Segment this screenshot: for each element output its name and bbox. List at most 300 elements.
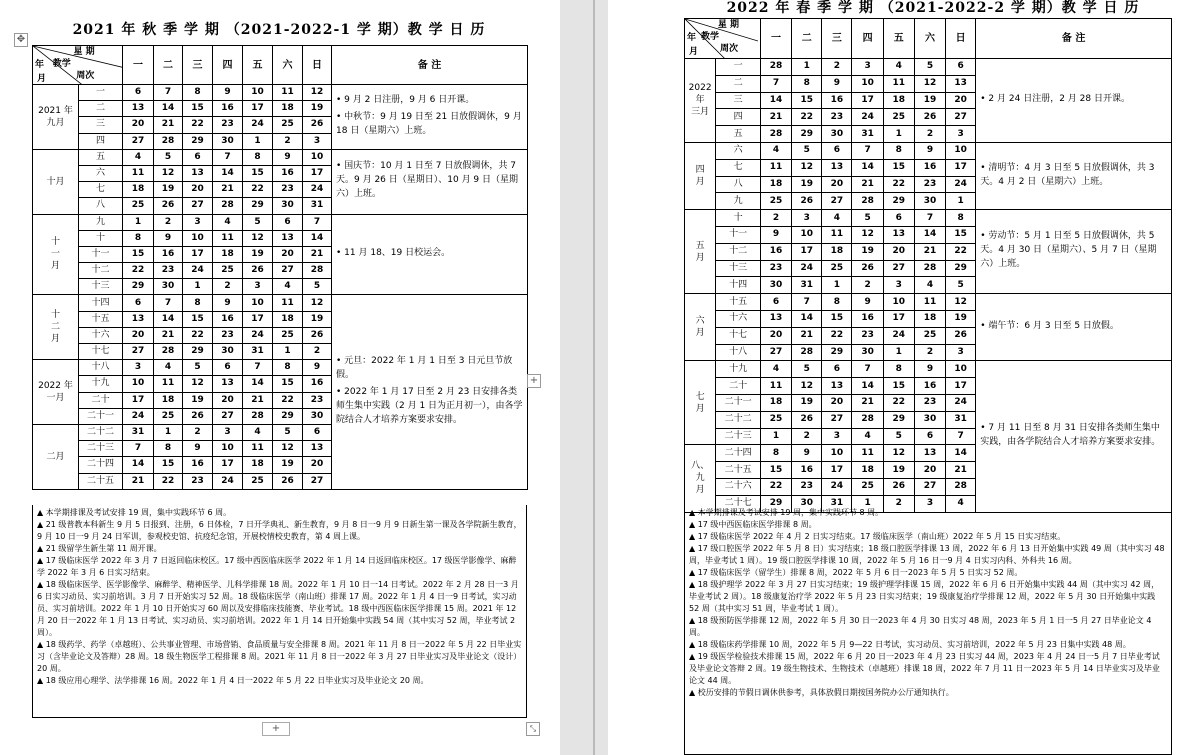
corner-header [33,46,123,85]
date-cell: 21 [154,117,183,133]
date-cell: 28 [946,478,976,495]
note-item: ▲ 21 级留学生新生第 11 周开课。 [37,544,162,553]
date-cell: 30 [154,279,183,295]
date-cell: 13 [914,445,945,462]
week-number: 十 [79,230,123,246]
date-cell: 6 [883,210,914,227]
date-cell: 28 [154,344,183,360]
date-cell: 18 [243,457,273,473]
date-cell: 27 [914,478,945,495]
date-cell: 27 [946,109,976,126]
notes-section [684,505,1172,755]
date-cell: 19 [154,182,183,198]
note-item: ▲ 18 级临床药学排课 10 周，2022 年 5 月 9—22 日考试，实习动员、实习前培训，2022 年 5 月 23 日集中实践 48 周。 [689,640,1131,649]
week-number: 二 [79,101,123,117]
week-number: 四 [716,109,761,126]
date-cell: 24 [946,176,976,193]
corner-label: 星 期 [717,20,739,30]
date-cell: 5 [183,360,213,376]
month-cell: 十 一 月 [33,214,79,295]
notes-section [32,505,527,718]
date-cell: 30 [914,193,945,210]
date-cell: 16 [792,462,822,479]
remark-text: • 国庆节：10 月 1 日至 7 日放假调休，共 7 天。9 月 26 日（星期日）、10 月 9 日（星期六）上班。 [336,161,519,200]
week-row [685,294,1172,311]
date-cell: 13 [213,376,243,392]
date-cell: 8 [123,230,154,246]
date-cell: 27 [273,263,303,279]
date-cell: 21 [792,327,822,344]
date-cell: 17 [946,378,976,395]
date-cell: 16 [914,378,945,395]
week-number: 一 [79,85,123,101]
date-cell: 23 [792,478,822,495]
date-cell: 20 [822,394,852,411]
date-cell: 26 [792,411,822,428]
date-cell: 13 [183,165,213,181]
note-item: ▲ 本学期排课及考试安排 19 周，集中实践环节 6 周。 [37,508,232,517]
date-cell: 11 [154,376,183,392]
note-item: ▲ 21 级普教本科新生 9 月 5 日报到、注册，6 日体检，7 日开学典礼、新生教育，9 月 8 日一9 月 9 日新生第一课及各学院新生教育，9 月 10 日一9 月 24 日军训，参观校史馆、抗疫纪念馆，开展校情校史教育，第 4 周上课。 [37,520,522,541]
date-cell: 15 [883,159,914,176]
page-divider [593,0,595,755]
remark-text: • 11 月 18、19 日校运会。 [336,247,451,258]
date-cell: 23 [154,263,183,279]
date-cell: 20 [213,392,243,408]
date-cell: 31 [303,198,332,214]
date-cell: 30 [213,344,243,360]
date-cell: 28 [792,344,822,361]
remarks-cell [332,85,528,150]
month-cell: 2022 年 三月 [685,59,716,143]
date-cell: 6 [123,295,154,311]
date-cell: 18 [273,101,303,117]
week-number: 十四 [716,277,761,294]
date-cell: 28 [303,263,332,279]
weekday-header: 二 [792,19,822,59]
date-cell: 10 [852,75,883,92]
date-cell: 11 [243,441,273,457]
week-number: 二十六 [716,478,761,495]
date-cell: 9 [852,294,883,311]
date-cell: 2 [154,214,183,230]
date-cell: 29 [123,279,154,295]
week-number: 十五 [716,294,761,311]
date-cell: 26 [183,408,213,424]
date-cell: 7 [760,75,791,92]
date-cell: 1 [243,133,273,149]
week-number: 六 [716,142,761,159]
date-cell: 5 [792,361,822,378]
date-cell: 27 [183,198,213,214]
date-cell: 22 [760,478,791,495]
date-cell: 25 [852,478,883,495]
corner-header [685,19,761,59]
date-cell: 26 [914,109,945,126]
week-number: 十一 [79,246,123,262]
week-number: 八 [79,198,123,214]
date-cell: 7 [123,441,154,457]
date-cell: 13 [123,311,154,327]
date-cell: 7 [792,294,822,311]
date-cell: 2 [792,428,822,445]
date-cell: 13 [883,226,914,243]
date-cell: 15 [123,246,154,262]
remark-text: • 劳动节：5 月 1 日至 5 日放假调休，共 5 天。4 月 30 日（星期六）、5 月 7 日（星期六）上班。 [980,231,1157,270]
date-cell: 10 [946,361,976,378]
date-cell: 22 [883,176,914,193]
remarks-cell [976,294,1172,361]
date-cell: 4 [154,360,183,376]
date-cell: 8 [822,294,852,311]
date-cell: 13 [822,159,852,176]
date-cell: 30 [303,408,332,424]
date-cell: 1 [792,59,822,76]
week-number: 二十三 [79,441,123,457]
week-row [33,85,528,101]
remark-text: • 端午节：6 月 3 日至 5 日放假。 [980,320,1119,331]
date-cell: 11 [213,230,243,246]
date-cell: 18 [760,394,791,411]
month-cell: 十 二 月 [33,295,79,360]
remarks-cell [332,149,528,214]
date-cell: 23 [760,260,791,277]
weekday-header: 六 [273,46,303,85]
remarks-cell [332,295,528,489]
date-cell: 1 [760,428,791,445]
date-cell: 11 [760,378,791,395]
page-title: 2022 年 春 季 学 期 （2021-2022-2 学 期）教 学 日 历 [726,0,1140,16]
date-cell: 21 [243,392,273,408]
date-cell: 21 [303,246,332,262]
date-cell: 20 [914,462,945,479]
note-item: ▲ 18 级应用心理学、法学排课 16 周。2022 年 1 月 4 日一2022 年 5 月 22 日毕业实习及毕业论文 20 周。 [37,676,429,685]
week-number: 二十二 [79,424,123,440]
date-cell: 18 [273,311,303,327]
date-cell: 18 [852,462,883,479]
corner-label: 周次 [76,71,95,81]
week-number: 十八 [79,360,123,376]
date-cell: 13 [760,310,791,327]
table-move-handle-icon[interactable]: ✥ [14,33,28,47]
date-cell: 29 [243,198,273,214]
calendar-table [684,18,1172,513]
week-number: 一 [716,59,761,76]
date-cell: 23 [303,392,332,408]
date-cell: 1 [154,424,183,440]
date-cell: 2 [852,277,883,294]
week-number: 二十五 [716,462,761,479]
date-cell: 4 [123,149,154,165]
month-cell: 七 月 [685,361,716,445]
date-cell: 16 [183,457,213,473]
week-number: 二十四 [716,445,761,462]
week-number: 二十一 [716,394,761,411]
corner-label: 教学 [52,59,71,69]
date-cell: 30 [213,133,243,149]
date-cell: 24 [883,327,914,344]
date-cell: 11 [273,295,303,311]
week-number: 十九 [79,376,123,392]
date-cell: 11 [883,75,914,92]
remarks-cell [332,214,528,295]
date-cell: 8 [273,360,303,376]
date-cell: 29 [183,344,213,360]
remark-text: • 清明节：4 月 3 日至 5 日放假调休，共 3 天。4 月 2 日（星期六）上班。 [980,162,1155,187]
date-cell: 6 [946,59,976,76]
date-cell: 24 [852,109,883,126]
date-cell: 8 [760,445,791,462]
date-cell: 18 [154,392,183,408]
date-cell: 25 [273,327,303,343]
date-cell: 23 [273,182,303,198]
date-cell: 25 [243,473,273,489]
date-cell: 10 [792,226,822,243]
date-cell: 31 [792,277,822,294]
date-cell: 14 [243,376,273,392]
date-cell: 5 [273,424,303,440]
date-cell: 28 [852,193,883,210]
date-cell: 10 [183,230,213,246]
date-cell: 25 [123,198,154,214]
remark-text: • 7 月 11 日至 8 月 31 日安排各类师生集中实践，由各学院结合人才培养方案要求安排。 [980,422,1161,447]
date-cell: 1 [273,344,303,360]
date-cell: 13 [946,75,976,92]
date-cell: 6 [760,294,791,311]
date-cell: 6 [123,85,154,101]
date-cell: 9 [914,142,945,159]
date-cell: 27 [213,408,243,424]
date-cell: 20 [822,176,852,193]
date-cell: 15 [183,311,213,327]
date-cell: 4 [760,142,791,159]
note-item: ▲ 19 级医学检验技术排课 15 周，2022 年 6 月 20 日一2023 年 4 月 23 日实习 44 周，2023 年 4 月 24 日一5 月 7 日毕业考试及毕业论文答辩 2 周。19 级生物技术、生物技术（卓越班）排课 18 周，2022 年 7 月 11 日一2023 年 5 月 14 日毕业实习及毕业论文 44 周。 [689,652,1160,685]
date-cell: 4 [213,214,243,230]
date-cell: 12 [183,376,213,392]
date-cell: 9 [760,226,791,243]
date-cell: 25 [760,193,791,210]
date-cell: 6 [822,142,852,159]
date-cell: 1 [123,214,154,230]
date-cell: 12 [914,75,945,92]
date-cell: 19 [243,246,273,262]
week-number: 七 [716,159,761,176]
month-cell: 五 月 [685,210,716,294]
date-cell: 1 [883,344,914,361]
date-cell: 7 [852,361,883,378]
date-cell: 2 [914,344,945,361]
week-number: 十二 [716,243,761,260]
table-resize-handle-icon[interactable]: ⤡ [526,722,540,736]
date-cell: 6 [822,361,852,378]
remark-text: • 9 月 2 日注册，9 月 6 日开课。 [336,94,475,105]
date-cell: 19 [914,92,945,109]
date-cell: 6 [303,424,332,440]
date-cell: 19 [183,392,213,408]
date-cell: 2 [183,424,213,440]
remarks-cell [976,59,1172,143]
date-cell: 10 [213,441,243,457]
date-cell: 29 [792,126,822,143]
date-cell: 25 [914,327,945,344]
date-cell: 12 [946,294,976,311]
date-cell: 16 [303,376,332,392]
date-cell: 6 [213,360,243,376]
date-cell: 24 [183,263,213,279]
date-cell: 16 [852,310,883,327]
date-cell: 14 [946,445,976,462]
date-cell: 1 [883,126,914,143]
date-cell: 18 [883,92,914,109]
date-cell: 20 [883,243,914,260]
corner-label: 周次 [720,44,739,54]
date-cell: 17 [303,165,332,181]
date-cell: 30 [792,495,822,512]
note-item: ▲ 校历安排的节假日调休供参考，具体放假日期按国务院办公厅通知执行。 [689,688,954,697]
week-number: 十九 [716,361,761,378]
date-cell: 1 [183,279,213,295]
date-cell: 17 [183,246,213,262]
date-cell: 31 [946,411,976,428]
date-cell: 5 [154,149,183,165]
date-cell: 8 [883,142,914,159]
date-cell: 31 [243,344,273,360]
week-number: 六 [79,165,123,181]
note-item: ▲ 18 级临床医学、医学影像学、麻醉学、精神医学、儿科学排课 18 周。2022 年 1 月 10 日一14 日考试。2022 年 2 月 28 日一3 月 6 日实习动员、实习前培训。3 月 7 日开始实习 52 周。18 级临床医学（南山班）排课 17 周。2022 年 1 月 4 日一9 日考试，实习动员、实习前培训。2022 年 1 月 10 日开始实习 60 周以及安排临床技能赛、毕业考试。18 级中西医临床医学排课 15 周。2021 年 12 月 20 日一2022 年 1 月 13 日考试、实习动员、实习前培训。2022 年 1 月 14 日开始集中实践 54 周（其中实习 52 周，毕业考试 2 周）。 [37,580,519,637]
date-cell: 21 [154,327,183,343]
date-cell: 17 [822,462,852,479]
header-row [685,19,1172,59]
week-row [33,214,528,230]
date-cell: 22 [792,109,822,126]
date-cell: 25 [154,408,183,424]
date-cell: 28 [243,408,273,424]
weekday-header: 四 [852,19,883,59]
date-cell: 11 [273,85,303,101]
week-number: 二十七 [716,495,761,512]
date-cell: 15 [946,226,976,243]
date-cell: 14 [154,311,183,327]
date-cell: 26 [303,327,332,343]
date-cell: 24 [792,260,822,277]
date-cell: 15 [760,462,791,479]
page-title: 2021 年 秋 季 学 期 （2021-2022-1 学 期）教 学 日 历 [72,22,486,38]
date-cell: 10 [946,142,976,159]
date-cell: 28 [760,59,791,76]
week-number: 二十一 [79,408,123,424]
date-cell: 20 [303,457,332,473]
date-cell: 25 [760,411,791,428]
week-number: 二十四 [79,457,123,473]
date-cell: 17 [883,310,914,327]
date-cell: 14 [303,230,332,246]
date-cell: 3 [123,360,154,376]
date-cell: 23 [213,117,243,133]
weekday-header: 一 [123,46,154,85]
date-cell: 11 [123,165,154,181]
month-cell: 2021 年 九月 [33,85,79,150]
date-cell: 2 [883,495,914,512]
date-cell: 12 [273,441,303,457]
date-cell: 10 [243,295,273,311]
autumn-calendar-page [0,0,560,755]
date-cell: 29 [273,408,303,424]
date-cell: 31 [822,495,852,512]
date-cell: 22 [273,392,303,408]
week-row [685,142,1172,159]
week-number: 五 [716,126,761,143]
date-cell: 23 [914,394,945,411]
week-number: 七 [79,182,123,198]
date-cell: 11 [760,159,791,176]
date-cell: 3 [883,277,914,294]
week-number: 九 [716,193,761,210]
date-cell: 1 [946,193,976,210]
date-cell: 28 [213,198,243,214]
date-cell: 12 [852,226,883,243]
week-number: 二十 [716,378,761,395]
date-cell: 23 [183,473,213,489]
note-item: ▲ 18 级预防医学排课 12 周，2022 年 5 月 30 日一2023 年 4 月 30 日实习 48 周，2023 年 5 月 1 日一5 月 27 日毕业论文 4 周。 [689,616,1152,637]
date-cell: 8 [183,295,213,311]
week-number: 十八 [716,344,761,361]
date-cell: 18 [123,182,154,198]
date-cell: 9 [213,85,243,101]
date-cell: 7 [946,428,976,445]
date-cell: 9 [822,75,852,92]
date-cell: 8 [792,75,822,92]
date-cell: 22 [183,117,213,133]
week-number: 十七 [79,344,123,360]
date-cell: 27 [760,344,791,361]
month-cell: 八、 九 月 [685,445,716,512]
week-number: 十六 [79,327,123,343]
corner-label: 月 [37,74,47,84]
date-cell: 27 [303,473,332,489]
note-item: ▲ 17 级口腔医学 2022 年 5 月 8 日）实习结束；18 级口腔医学排课 13 周，2022 年 6 月 13 日开始集中实践 49 周（其中实习 48 周，毕业考试 1 周）。19 级口腔医学排课 10 周，2022 年 5 月 16 日一9 月 4 日实习内科、外科共 16 周。 [689,544,1165,565]
date-cell: 14 [852,159,883,176]
date-cell: 4 [946,495,976,512]
date-cell: 9 [213,295,243,311]
date-cell: 10 [123,376,154,392]
date-cell: 19 [303,311,332,327]
date-cell: 26 [883,478,914,495]
date-cell: 10 [822,445,852,462]
date-cell: 24 [946,394,976,411]
date-cell: 3 [946,344,976,361]
month-cell: 十月 [33,149,79,214]
corner-label: 年 [687,33,697,43]
date-cell: 6 [183,149,213,165]
date-cell: 29 [883,411,914,428]
add-row-button[interactable]: + [262,722,290,736]
week-row [33,295,528,311]
date-cell: 17 [123,392,154,408]
date-cell: 20 [123,117,154,133]
date-cell: 5 [852,210,883,227]
date-cell: 15 [243,165,273,181]
date-cell: 1 [822,277,852,294]
weekday-header: 日 [946,19,976,59]
date-cell: 5 [883,428,914,445]
date-cell: 22 [883,394,914,411]
add-column-button[interactable]: + [527,374,541,388]
weekday-header: 一 [760,19,791,59]
date-cell: 26 [154,198,183,214]
date-cell: 28 [914,260,945,277]
date-cell: 5 [303,279,332,295]
week-row [685,210,1172,227]
